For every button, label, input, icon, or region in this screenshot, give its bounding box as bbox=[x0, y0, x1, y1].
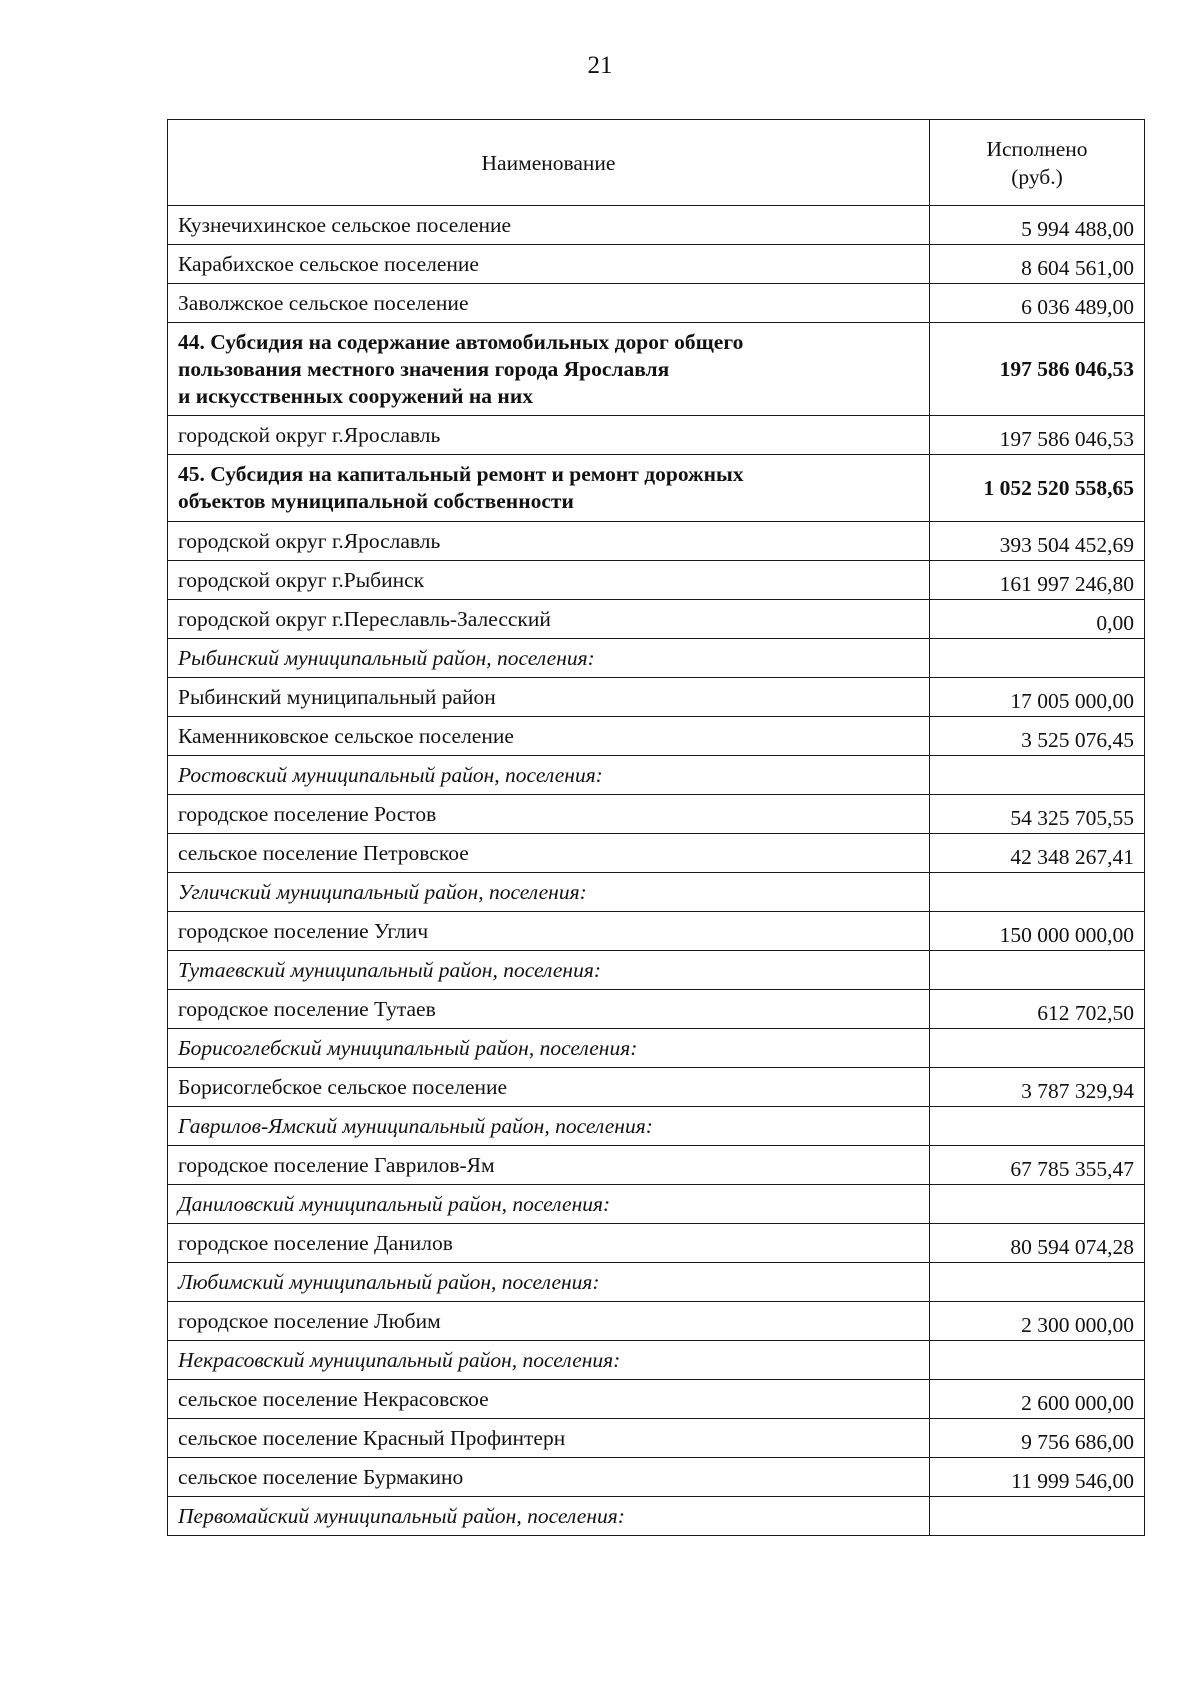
row-value: 8 604 561,00 bbox=[930, 245, 1145, 284]
row-name: Карабихское сельское поселение bbox=[168, 245, 930, 284]
row-value: 197 586 046,53 bbox=[930, 416, 1145, 455]
column-header-name-label: Наименование bbox=[481, 150, 616, 175]
district-subheader: Первомайский муниципальный район, поселения: bbox=[168, 1497, 930, 1536]
section-total-45: 1 052 520 558,65 bbox=[930, 455, 1145, 522]
section-title-line: 44. Субсидия на содержание автомобильных дорог общего bbox=[178, 329, 744, 354]
table-row bbox=[168, 1224, 1145, 1263]
district-subheader-row bbox=[168, 756, 1145, 795]
district-subheader: Некрасовский муниципальный район, поселения: bbox=[168, 1341, 930, 1380]
row-value: 80 594 074,28 bbox=[930, 1224, 1145, 1263]
column-header-executed-line1: Исполнено bbox=[986, 136, 1088, 161]
row-name: Заволжское сельское поселение bbox=[168, 284, 930, 323]
table-row bbox=[168, 1146, 1145, 1185]
table-row bbox=[168, 284, 1145, 323]
row-name: городское поселение Ростов bbox=[168, 795, 930, 834]
row-value bbox=[930, 873, 1145, 912]
section-total-44: 197 586 046,53 bbox=[930, 323, 1145, 416]
table-row bbox=[168, 600, 1145, 639]
section-title-line: и искусственных сооружений на них bbox=[178, 383, 533, 408]
row-value bbox=[930, 1107, 1145, 1146]
row-value: 5 994 488,00 bbox=[930, 206, 1145, 245]
table-row bbox=[168, 795, 1145, 834]
row-value: 6 036 489,00 bbox=[930, 284, 1145, 323]
row-name: городское поселение Тутаев bbox=[168, 990, 930, 1029]
row-value: 161 997 246,80 bbox=[930, 561, 1145, 600]
budget-table bbox=[167, 119, 1145, 1536]
table-row bbox=[168, 561, 1145, 600]
page-number: 21 bbox=[587, 52, 613, 79]
district-subheader: Рыбинский муниципальный район, поселения: bbox=[168, 639, 930, 678]
row-name: городское поселение Углич bbox=[168, 912, 930, 951]
table-row bbox=[168, 990, 1145, 1029]
section-title-44 bbox=[168, 323, 930, 416]
section-row-44 bbox=[168, 323, 1145, 416]
table-row bbox=[168, 416, 1145, 455]
row-value: 3 787 329,94 bbox=[930, 1068, 1145, 1107]
row-value bbox=[930, 1263, 1145, 1302]
district-subheader-row bbox=[168, 873, 1145, 912]
row-name: сельское поселение Красный Профинтерн bbox=[168, 1419, 930, 1458]
row-value bbox=[930, 1185, 1145, 1224]
district-subheader: Угличский муниципальный район, поселения: bbox=[168, 873, 930, 912]
row-value: 2 300 000,00 bbox=[930, 1302, 1145, 1341]
row-name: сельское поселение Бурмакино bbox=[168, 1458, 930, 1497]
row-name: Кузнечихинское сельское поселение bbox=[168, 206, 930, 245]
row-value bbox=[930, 1029, 1145, 1068]
table-row bbox=[168, 206, 1145, 245]
table-row bbox=[168, 1419, 1145, 1458]
row-value bbox=[930, 639, 1145, 678]
section-title-45 bbox=[168, 455, 930, 522]
column-header-executed bbox=[930, 120, 1145, 206]
row-value bbox=[930, 1497, 1145, 1536]
table-row bbox=[168, 834, 1145, 873]
section-row-45 bbox=[168, 455, 1145, 522]
row-value: 2 600 000,00 bbox=[930, 1380, 1145, 1419]
row-name: городское поселение Любим bbox=[168, 1302, 930, 1341]
row-value bbox=[930, 1341, 1145, 1380]
row-value: 393 504 452,69 bbox=[930, 522, 1145, 561]
district-subheader: Ростовский муниципальный район, поселения: bbox=[168, 756, 930, 795]
district-subheader-row bbox=[168, 639, 1145, 678]
district-subheader-row bbox=[168, 1107, 1145, 1146]
row-name: сельское поселение Некрасовское bbox=[168, 1380, 930, 1419]
column-header-name bbox=[168, 120, 930, 206]
table-row bbox=[168, 678, 1145, 717]
row-value: 612 702,50 bbox=[930, 990, 1145, 1029]
row-value: 11 999 546,00 bbox=[930, 1458, 1145, 1497]
table-row bbox=[168, 912, 1145, 951]
row-name: Рыбинский муниципальный район bbox=[168, 678, 930, 717]
row-value: 150 000 000,00 bbox=[930, 912, 1145, 951]
row-value: 9 756 686,00 bbox=[930, 1419, 1145, 1458]
table-row bbox=[168, 245, 1145, 284]
section-title-line: пользования местного значения города Ярославля bbox=[178, 356, 670, 381]
row-name: городской округ г.Рыбинск bbox=[168, 561, 930, 600]
row-value bbox=[930, 756, 1145, 795]
row-value: 42 348 267,41 bbox=[930, 834, 1145, 873]
row-value: 67 785 355,47 bbox=[930, 1146, 1145, 1185]
row-name: городской округ г.Переславль-Залесский bbox=[168, 600, 930, 639]
district-subheader: Борисоглебский муниципальный район, поселения: bbox=[168, 1029, 930, 1068]
district-subheader-row bbox=[168, 1341, 1145, 1380]
row-name: городской округ г.Ярославль bbox=[168, 416, 930, 455]
district-subheader-row bbox=[168, 1263, 1145, 1302]
row-name: городское поселение Данилов bbox=[168, 1224, 930, 1263]
district-subheader: Гаврилов-Ямский муниципальный район, поселения: bbox=[168, 1107, 930, 1146]
row-value: 0,00 bbox=[930, 600, 1145, 639]
row-value: 54 325 705,55 bbox=[930, 795, 1145, 834]
row-name: сельское поселение Петровское bbox=[168, 834, 930, 873]
table-row bbox=[168, 1302, 1145, 1341]
column-header-executed-line2: (руб.) bbox=[1011, 164, 1063, 189]
district-subheader-row bbox=[168, 1029, 1145, 1068]
table-row bbox=[168, 1458, 1145, 1497]
table-row bbox=[168, 1380, 1145, 1419]
district-subheader: Любимский муниципальный район, поселения: bbox=[168, 1263, 930, 1302]
table-row bbox=[168, 522, 1145, 561]
district-subheader-row bbox=[168, 1497, 1145, 1536]
table-row bbox=[168, 717, 1145, 756]
district-subheader-row bbox=[168, 951, 1145, 990]
table-row bbox=[168, 1068, 1145, 1107]
row-name: городской округ г.Ярославль bbox=[168, 522, 930, 561]
district-subheader: Тутаевский муниципальный район, поселения: bbox=[168, 951, 930, 990]
section-title-line: 45. Субсидия на капитальный ремонт и ремонт дорожных bbox=[178, 462, 744, 486]
row-value: 3 525 076,45 bbox=[930, 717, 1145, 756]
row-name: Каменниковское сельское поселение bbox=[168, 717, 930, 756]
section-title-line: объектов муниципальной собственности bbox=[178, 489, 574, 513]
district-subheader: Даниловский муниципальный район, поселения: bbox=[168, 1185, 930, 1224]
row-value bbox=[930, 951, 1145, 990]
row-name: городское поселение Гаврилов-Ям bbox=[168, 1146, 930, 1185]
row-value: 17 005 000,00 bbox=[930, 678, 1145, 717]
row-name: Борисоглебское сельское поселение bbox=[168, 1068, 930, 1107]
table-header-row bbox=[168, 120, 1145, 206]
district-subheader-row bbox=[168, 1185, 1145, 1224]
